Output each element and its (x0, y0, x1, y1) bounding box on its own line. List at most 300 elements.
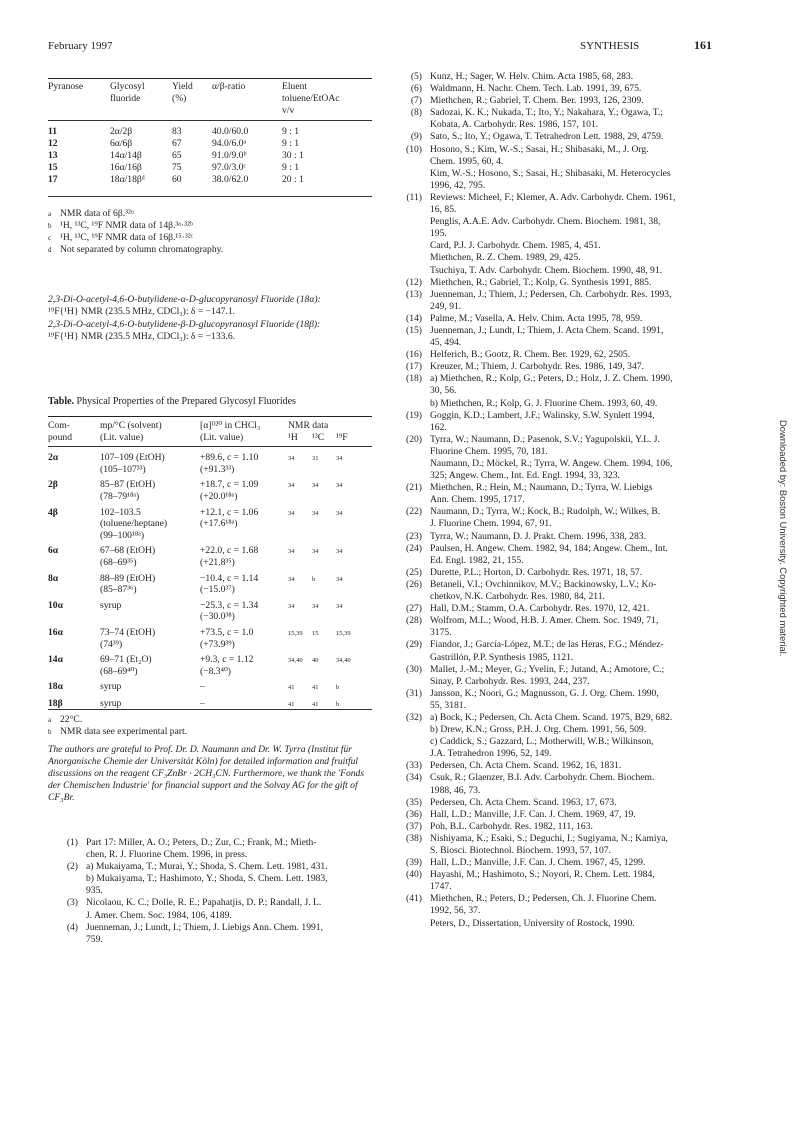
reference-line: S. Biosci. Biotechnol. Biochem. 1993, 57, 107. (430, 845, 611, 856)
physical-properties-table (48, 420, 378, 714)
reference-number: (15) (406, 324, 422, 336)
table2-row (48, 452, 378, 475)
reference-line: Hall, L.D.; Manville, J.F. Can. J. Chem. 1967, 45, 1299. (430, 857, 646, 869)
reference-line: Hayashi, M.; Hashimoto, S.; Noyori, R. Chem. Lett. 1984, (430, 869, 655, 881)
table2-cell: 34 (312, 602, 319, 610)
table2-cell: 34 (288, 455, 295, 463)
table2-row (48, 681, 378, 694)
reference-line: Betaneli, V.I.; Ovchinnikov, M.V.; Backinowsky, L.V.; Ko- (430, 578, 657, 590)
reference-item (392, 95, 752, 107)
reference-item (392, 579, 752, 603)
reference-number: (11) (406, 191, 422, 203)
table2-cell: +22.0, c = 1.68 (+21.8³⁵) (200, 545, 259, 568)
reference-number: (34) (406, 772, 422, 784)
reference-line: Tsuchiya, T. Adv. Carbohydr. Chem. Biochem. 1990, 48, 91. (430, 264, 663, 276)
table1-header-cell: Glycosyl fluoride (110, 81, 145, 105)
table2-cell: 34 (336, 455, 343, 463)
table1-cell: 94.0/6.0ᵃ (212, 137, 247, 149)
table2-cell: – (200, 697, 205, 709)
table2-cell: 34 (336, 575, 343, 583)
table2-cell: b (336, 684, 340, 692)
reference-number: (27) (406, 603, 422, 615)
reference-line: Miethchen, R. Z. Chem. 1989, 29, 425. (430, 252, 581, 264)
reference-line: Naumann, D.; Möckel, R.; Tyrra, W. Angew. Chem. 1994, 106, (430, 458, 673, 469)
reference-number: (6) (410, 83, 422, 95)
table1-cell: 20 : 1 (282, 174, 304, 186)
yield-table (48, 81, 378, 187)
table2-cell: 18α (48, 681, 63, 693)
table2-bottom-rule (48, 709, 372, 710)
reference-line: Fiandor, J.; García-López, M.T.; de las Heras, F.G.; Méndez- (430, 639, 664, 651)
table2-cell: syrup (100, 599, 122, 611)
reference-number: (31) (406, 687, 422, 699)
reference-item (392, 83, 752, 95)
table1-cell: 38.0/62.0 (212, 174, 249, 186)
reference-item (392, 833, 752, 857)
reference-number: (9) (410, 131, 422, 143)
compound-title: 2,3-Di-O-acetyl-4,6-O-butylidene-β-D-glucopyranosyl Fluoride (18β): (48, 319, 321, 330)
reference-item (392, 615, 752, 639)
reference-line: Juenneman, J.; Thiem, J.; Pedersen, Ch. Carbohydr. Res. 1993, (430, 288, 672, 300)
reference-line: J. Fluorine Chem. 1994, 67, 91. (430, 518, 552, 530)
table2-footnotes (48, 714, 187, 738)
reference-number: (23) (406, 530, 422, 542)
reference-line: Naumann, D.; Tyrra, W.; Kock, B.; Rudolph, W.; Wilkes, B. (430, 506, 661, 518)
reference-number: (40) (406, 869, 422, 881)
reference-line: J.A. Tetrahedron 1996, 52, 149. (430, 748, 552, 760)
reference-item (392, 772, 752, 796)
table2-cell: +18.7, c = 1.09 (+20.0¹⁸ᵃ) (200, 479, 259, 502)
table1-cell: 91.0/9.0ᵇ (212, 150, 247, 162)
footnote-text: 22°C. (60, 714, 83, 725)
reference-item (392, 567, 752, 579)
reference-item (392, 603, 752, 615)
reference-line: Mallet, J.-M.; Meyer, G.; Yvelin, F.; Jutand, A.; Amotore, C.; (430, 663, 665, 675)
reference-item (392, 531, 752, 543)
reference-line: Part 17: Miller, A. O.; Peters, D.; Zur, C.; Frank, M.; Mieth- (86, 837, 317, 848)
reference-item (392, 797, 752, 809)
table2-cell: 18β (48, 697, 63, 709)
table2-footnote (48, 714, 187, 726)
reference-line: 162. (430, 421, 447, 433)
table2-cell: 40 (312, 657, 319, 665)
table1-cell: 30 : 1 (282, 150, 304, 162)
reference-line: Waldmann, H. Nachr. Chem. Tech. Lab. 1991, 39, 675. (430, 83, 642, 95)
table2-cell: 34 (288, 602, 295, 610)
reference-line: 55, 3181. (430, 699, 466, 711)
reference-number: (8) (410, 107, 422, 119)
reference-line: Miethchen, R.; Gabriel, T. Chem. Ber. 1993, 126, 2309. (430, 95, 644, 107)
reference-number: (36) (406, 808, 422, 820)
footnote-label: b (48, 222, 52, 230)
acknowledgement: The authors are grateful to Prof. Dr. D. Naumann and Dr. W. Tyrra (Institut für Anorganische Chemie der Universität Köln) for detailed information and fruitful discussions on the reagent CF₃ZnBr · 2CH₃CN. Furthermore, we thank the 'Fonds der Chemischen Industrie' for financial support and the Solvay AG for the gift of CF₃Br. (48, 744, 365, 804)
footnote-text: NMR data of 6β.³²ᵘ (60, 208, 134, 219)
reference-number: (24) (406, 542, 422, 554)
table1-cell: 60 (172, 174, 182, 186)
reference-number: (33) (406, 760, 422, 772)
table2-cell: 34 (312, 548, 319, 556)
reference-line: 1996, 42, 795. (430, 179, 486, 191)
table1-header-cell: Eluent toluene/EtOAc v/v (282, 81, 340, 117)
table1-header-row (48, 81, 378, 118)
table2-cell: 34 (336, 482, 343, 490)
reference-line: Paulsen, H. Angew. Chem. 1982, 94, 184; Angew. Chem., Int. (430, 542, 668, 554)
table2-cell: 15 (312, 629, 319, 637)
table2-cell: +73.5, c = 1.0 (+73.9³⁹) (200, 626, 254, 650)
table2-cell: +9.3, c = 1.12 (−8.3⁴⁰) (200, 654, 254, 677)
table1-cell: 14α/14β (110, 150, 142, 162)
table2-cell: 31 (312, 455, 319, 463)
reference-item (48, 897, 378, 921)
table1-cell: 16α/16β (110, 162, 142, 174)
compound-nmr: ¹⁹F{¹H} NMR (235.5 MHz, CDCl₃): δ = −133.6. (48, 331, 236, 343)
reference-item (392, 712, 752, 760)
reference-number: (12) (406, 276, 422, 288)
table2-cell: 41 (312, 700, 319, 708)
reference-item (392, 277, 752, 289)
reference-number: (2) (66, 861, 78, 873)
download-watermark (777, 420, 791, 820)
reference-line: Nishiyama, K.; Esaki, S.; Deguchi, I.; Sugiyama, N.; Kamiya, (430, 832, 668, 844)
table1-cell: 83 (172, 125, 182, 137)
table1-cell: 13 (48, 150, 58, 162)
reference-number: (41) (406, 893, 422, 905)
reference-line: c) Caddick, S.; Gazzard, L.; Motherwill, W.B.; Wilkinson, (430, 736, 654, 748)
reference-line: Wolfrom, M.L.; Wood, H.B. J. Amer. Chem. Soc. 1949, 71, (430, 615, 659, 627)
compound-title: 2,3-Di-O-acetyl-4,6-O-butylidene-α-D-glucopyranosyl Fluoride (18α): (48, 294, 321, 305)
table1-footnote (48, 208, 223, 220)
table2-cell: 41 (288, 700, 295, 708)
reference-line: Tyrra, W.; Naumann, D. J. Prakt. Chem. 1996, 338, 283. (430, 530, 646, 542)
reference-line: Card, P.J. J. Carbohydr. Chem. 1985, 4, 451. (430, 240, 601, 252)
reference-item (392, 373, 752, 409)
reference-line: b) Miethchen, R.; Kolp, G. J. Fluorine Chem. 1993, 60, 49. (430, 397, 658, 409)
table2-cell: syrup (100, 697, 122, 709)
table2-cell: 34 (288, 482, 295, 490)
table2-header-cell: Com- pound (48, 420, 72, 443)
page-number: 161 (694, 38, 712, 52)
reference-number: (25) (406, 566, 422, 578)
table1-cell: 40.0/60.0 (212, 125, 249, 137)
reference-number: (39) (406, 857, 422, 869)
table2-cell: b (336, 700, 340, 708)
reference-line: 30, 56. (430, 385, 457, 397)
table1-row (48, 174, 378, 186)
table2-header-rule (48, 446, 372, 447)
table1-cell: 65 (172, 150, 182, 162)
reference-line: Chem. 1995, 60, 4. (430, 155, 504, 167)
reference-number: (28) (406, 615, 422, 627)
reference-line: Nicolaou, K. C.; Dolle, R. E.; Papahatjis, D. P.; Randall, J. L. (86, 897, 322, 909)
table2-cell: 15,39 (336, 629, 351, 637)
table2-cell: 69–71 (Et₂O) (68–69⁴⁰) (100, 654, 152, 677)
reference-item (392, 809, 752, 821)
table1-row (48, 162, 378, 174)
table2-cell: +12.1, c = 1.06 (+17.6¹⁸ᵃ) (200, 506, 259, 530)
reference-item (392, 107, 752, 131)
table2-header-cell: NMR data ¹H ¹³C ¹⁹F (288, 420, 348, 443)
reference-line: 3175. (430, 627, 452, 639)
reference-line: Penglis, A.A.E. Adv. Carbohydr. Chem. Biochem. 1981, 38, (430, 216, 661, 228)
reference-item (392, 506, 752, 530)
table2-cell: −10.4, c = 1.14 (−15.0³⁷) (200, 572, 259, 596)
table2-cell: 102–103.5 (toluene/heptane) (99–100¹⁸ᵃ) (100, 506, 168, 541)
reference-line: a) Mukaiyama, T.; Murai, Y.; Shoda, S. Chem. Lett. 1981, 431. (86, 861, 328, 873)
reference-number: (5) (410, 71, 422, 82)
reference-line: Miethchen, R.; Hein, M.; Naumann, D.; Tyrra, W. Liebigs (430, 482, 653, 494)
table2-cell: 41 (312, 684, 319, 692)
table2-row (48, 545, 378, 568)
table2-footnote (48, 726, 187, 738)
reference-item (392, 192, 752, 277)
table2-cell: 34 (336, 548, 343, 556)
reference-line: Pedersen, Ch. Acta Chem. Scand. 1962, 16, 1831. (430, 760, 622, 772)
reference-item (392, 349, 752, 361)
table2-cell: 67–68 (EtOH) (68–69³⁵) (100, 545, 156, 568)
reference-line: 1747. (430, 881, 452, 893)
table1-footnote (48, 232, 223, 244)
table2-header-cell: mp/°C (solvent) (Lit. value) (100, 420, 162, 443)
reference-item (392, 144, 752, 192)
table2-row (48, 627, 378, 650)
reference-line: Durette, P.L.; Horton, D. Carbohydr. Res. 1971, 18, 57. (430, 566, 643, 578)
reference-number: (35) (406, 796, 422, 808)
footnote-text: ¹H, ¹³C, ¹⁹F NMR data of 14β.³ᵃ·³²ᵇ (60, 220, 193, 231)
reference-line: Peters, D., Dissertation, University of Rostock, 1990. (430, 917, 635, 929)
reference-line: Kim, W.-S.; Hosono, S.; Sasai, H.; Shibasaki, M. Heterocycles (430, 167, 671, 179)
table2-cell: 34 (288, 575, 295, 583)
reference-item (392, 688, 752, 712)
table1-row (48, 138, 378, 150)
table2-header-row (48, 420, 378, 443)
footnote-label: a (48, 210, 52, 218)
reference-line: Ann. Chem. 1995, 1717. (430, 494, 525, 506)
reference-line: Gastrillón, P.P. Synthesis 1985, 1121. (430, 651, 574, 663)
reference-number: (17) (406, 361, 422, 373)
table2-cell: 34,40 (288, 657, 303, 665)
reference-item (392, 410, 752, 434)
reference-line: Hall, L.D.; Manville, J.F. Can. J. Chem. 1969, 47, 19. (430, 808, 636, 820)
reference-line: Kunz, H.; Sager, W. Helv. Chim. Acta 1985, 68, 283. (430, 71, 634, 82)
table2-cell: 34 (288, 509, 295, 517)
reference-number: (19) (406, 409, 422, 421)
table2-cell: 34 (312, 509, 319, 517)
footnote-text: Not separated by column chromatography. (60, 244, 224, 255)
table1-cell: 9 : 1 (282, 125, 300, 137)
reference-line: Juenneman, J.; Lundt, I.; Thiem, J. Acta Chem. Scand. 1991, (430, 324, 664, 336)
reference-line: Helferich, B.; Gootz, R. Chem. Ber. 1929, 62, 2505. (430, 349, 631, 361)
reference-line: 935. (86, 885, 103, 897)
table1-cell: 9 : 1 (282, 162, 300, 174)
reference-item (392, 313, 752, 325)
reference-line: Jansson, K.; Noori, G.; Magnusson, G. J. Org. Chem. 1990, (430, 687, 659, 699)
table1-footnote (48, 244, 223, 256)
references-right-column (392, 71, 752, 930)
footnote-text: ¹H, ¹³C, ¹⁹F NMR data of 16β.¹⁵·³²ᶜ (60, 232, 194, 243)
table1-cell: 2α/2β (110, 125, 133, 137)
reference-line: Csuk, R.; Glaenzer, B.I. Adv. Carbohydr. Chem. Biochem. (430, 772, 655, 784)
table1-row (48, 126, 378, 138)
reference-number: (38) (406, 832, 422, 844)
reference-number: (1) (66, 837, 78, 848)
table1-cell: 17 (48, 174, 58, 186)
reference-line: Hall, D.M.; Stamm, O.A. Carbohydr. Res. 1970, 12, 421. (430, 603, 650, 615)
table2-row (48, 573, 378, 596)
reference-line: 759. (86, 933, 103, 945)
table1-cell: 18α/18βᵈ (110, 174, 145, 186)
table2-cell: b (312, 575, 316, 583)
reference-line: a) Miethchen, R.; Kolp, G.; Peters, D.; Holz, J. Z. Chem. 1990, (430, 373, 673, 385)
table1-row (48, 150, 378, 162)
table1-footnotes (48, 208, 223, 256)
footnote-label: b (48, 728, 52, 736)
table2-cell: 34 (288, 548, 295, 556)
reference-item (392, 434, 752, 482)
references-left-column (48, 837, 378, 946)
table1-cell: 12 (48, 137, 58, 149)
reference-item (392, 289, 752, 313)
reference-line: b) Drew, K.N.; Gross, P.H. J. Org. Chem. 1991, 56, 509. (430, 724, 647, 736)
reference-line: b) Mukaiyama, T.; Hashimoto, Y.; Shoda, S. Chem. Lett. 1983, (86, 873, 328, 885)
table2-cell: – (200, 681, 205, 693)
reference-line: a) Bock, K.; Pedersen, Ch. Acta Chem. Scand. 1975, B29, 682. (430, 711, 673, 723)
reference-number: (3) (66, 897, 78, 909)
reference-item (392, 543, 752, 567)
reference-number: (7) (410, 95, 422, 107)
table2-row (48, 600, 378, 623)
table1-cell: 15 (48, 162, 58, 174)
reference-line: Poh, B.L. Carbohydr. Res. 1982, 111, 163. (430, 820, 593, 832)
compound-18alpha (48, 294, 376, 318)
reference-item (392, 639, 752, 663)
reference-item (392, 869, 752, 893)
table2-cell: 41 (288, 684, 295, 692)
reference-number: (14) (406, 312, 422, 324)
table1-footnote (48, 220, 223, 232)
table1-cell: 6α/6β (110, 137, 133, 149)
reference-number: (22) (406, 506, 422, 518)
reference-number: (21) (406, 482, 422, 494)
reference-item (392, 361, 752, 373)
table2-cell: 85–87 (EtOH) (78–79¹⁸ᵃ) (100, 479, 156, 502)
reference-line: J. Amer. Chem. Soc. 1984, 106, 4189. (86, 909, 232, 921)
running-header-journal: SYNTHESIS (580, 40, 640, 52)
table1-cell: 75 (172, 162, 182, 174)
reference-line: Goggin, K.D.; Lambert, J.F.; Walinsky, S.W. Synlett 1994, (430, 409, 655, 421)
table1-cell: 67 (172, 137, 182, 149)
reference-line: Ed. Engl. 1982, 21, 155. (430, 554, 524, 566)
reference-line: Fluorine Chem. 1995, 70, 181. (430, 445, 548, 457)
table2-cell: 34 (312, 482, 319, 490)
reference-number: (4) (66, 921, 78, 933)
table2-cell: 73–74 (EtOH) (74³⁹) (100, 626, 156, 650)
reference-line: Juenneman, J.; Lundt, I.; Thiem, J. Liebigs Ann. Chem. 1991, (86, 921, 323, 933)
compound-18beta (48, 319, 376, 343)
table2-cell: +89.6, c = 1.10 (+91.3³³) (200, 452, 259, 475)
table2-label: Table. (48, 396, 75, 407)
reference-item (392, 821, 752, 833)
reference-line: Kreuzer, M.; Thiem, J. Carbohydr. Res. 1986, 149, 347. (430, 361, 644, 373)
table2-cell: 16α (48, 626, 63, 638)
reference-line: Miethchen, R.; Gabriel, T.; Kolp, G. Synthesis 1991, 885. (430, 276, 652, 288)
table2-cell: 10α (48, 599, 63, 611)
reference-number: (16) (406, 349, 422, 361)
reference-line: Reviews: Micheel, F.; Klemer, A. Adv. Carbohydr. Chem. 1961, (430, 191, 676, 203)
table2-cell: 34 (336, 509, 343, 517)
table2-cell: 107–109 (EtOH) (105–107³³) (100, 452, 165, 475)
table2-cell: syrup (100, 681, 122, 693)
reference-line: 1988, 46, 73. (430, 784, 481, 796)
reference-number: (30) (406, 663, 422, 675)
reference-line: 195. (430, 228, 447, 240)
table1-cell: 97.0/3.0ᶜ (212, 162, 246, 174)
reference-item (392, 482, 752, 506)
reference-line: 45, 494. (430, 337, 462, 349)
reference-line: Sato, S.; Ito, Y.; Ogawa, T. Tetrahedron Lett. 1988, 29, 4759. (430, 131, 664, 143)
reference-item (48, 922, 378, 946)
table2-cell: 6α (48, 545, 59, 557)
table2-caption-text: Physical Properties of the Prepared Glycosyl Fluorides (76, 396, 296, 407)
table1-bottom-rule (48, 196, 372, 197)
reference-line: 16, 85. (430, 204, 457, 216)
reference-line: 1992, 56, 37. (430, 905, 481, 917)
reference-line: 249, 91. (430, 300, 462, 312)
table2-header-cell: [α]ᴰ²⁰ in CHCl₃ (Lit. value) (200, 420, 261, 443)
running-header-date: February 1997 (48, 40, 113, 52)
table2-row (48, 507, 378, 542)
table2-row (48, 654, 378, 677)
reference-item (392, 325, 752, 349)
footnote-label: a (48, 716, 52, 724)
table2-cell: 4β (48, 506, 58, 518)
compound-nmr: ¹⁹F{¹H} NMR (235.5 MHz, CDCl₃): δ = −147.1. (48, 306, 236, 318)
table1-header-cell: α/β-ratio (212, 81, 246, 92)
reference-line: 325; Angew. Chem., Int. Ed. Engl. 1994, 33, 323. (430, 470, 620, 482)
table2-cell: 2α (48, 452, 59, 464)
reference-item (392, 857, 752, 869)
table2-cell: 15,39 (288, 629, 303, 637)
reference-line: Hosono, S.; Kim, W.-S.; Sasai, H.; Shibasaki, M., J. Org. (430, 143, 649, 155)
reference-number: (13) (406, 288, 422, 300)
table1-header-cell: Yield (%) (172, 81, 193, 105)
table2-cell: 8α (48, 572, 59, 584)
reference-item (392, 893, 752, 929)
table2-cell: 34,40 (336, 657, 351, 665)
reference-number: (20) (406, 433, 422, 445)
reference-line: chetkov, N.K. Carbohydr. Res. 1980, 84, 211. (430, 591, 605, 603)
reference-line: Sinay, P. Carbohydr. Res. 1993, 244, 237. (430, 675, 590, 687)
table2-cell: 34 (336, 602, 343, 610)
reference-line: Miethchen, R.; Peters, D.; Pedersen, Ch. J. Fluorine Chem. (430, 893, 657, 905)
reference-line: Pedersen, Ch. Acta Chem. Scand. 1963, 17, 673. (430, 796, 617, 808)
reference-number: (29) (406, 639, 422, 651)
reference-line: Palme, M.; Vasella, A. Helv. Chim. Acta 1995, 78, 959. (430, 312, 643, 324)
table2-caption (48, 396, 296, 408)
table1-header-rule (48, 120, 372, 121)
footnote-label: c (48, 234, 52, 242)
table2-row (48, 479, 378, 502)
reference-number: (26) (406, 578, 422, 590)
table2-cell: 14α (48, 654, 63, 666)
reference-line: chen, R. J. Fluorine Chem. 1996, in press. (86, 849, 248, 861)
table1-cell: 9 : 1 (282, 137, 300, 149)
table2-cell: 2β (48, 479, 58, 491)
reference-item (48, 861, 378, 897)
reference-number: (37) (406, 820, 422, 832)
table1-top-rule (48, 78, 372, 79)
download-watermark-text: Downloaded by: Boston University. Copyrighted material. (778, 420, 789, 657)
reference-number: (18) (406, 373, 422, 385)
